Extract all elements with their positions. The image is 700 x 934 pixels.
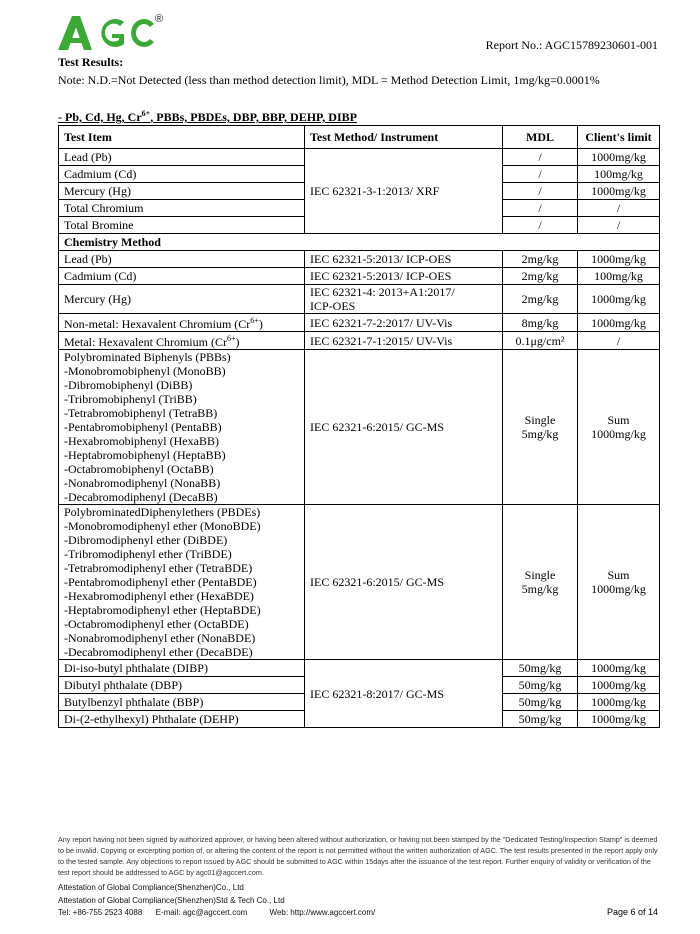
- mdl-cell: 0.1μg/cm²: [503, 332, 578, 350]
- mdl-cell: 8mg/kg: [503, 314, 578, 332]
- item-cell: Butylbenzyl phthalate (BBP): [59, 694, 305, 711]
- footer-company-1: Attestation of Global Compliance(Shenzhen)Co., Ltd: [58, 883, 244, 892]
- mdl-cell: 50mg/kg: [503, 694, 578, 711]
- limit-cell: 1000mg/kg: [578, 285, 660, 314]
- registered-mark: ®: [155, 13, 164, 25]
- header-test-method: Test Method/ Instrument: [305, 126, 503, 149]
- limit-cell: 1000mg/kg: [578, 149, 660, 166]
- limit-cell: /: [578, 332, 660, 350]
- table-header-row: [59, 126, 660, 149]
- mdl-cell: 2mg/kg: [503, 251, 578, 268]
- results-table: [58, 125, 660, 728]
- method-cell: IEC 62321-6:2015/ GC-MS: [305, 505, 503, 660]
- table-row: [59, 251, 660, 268]
- item-cell: Cadmium (Cd): [59, 268, 305, 285]
- test-results-label: Test Results:: [58, 55, 124, 69]
- page-number: Page 6 of 14: [606, 907, 658, 917]
- limit-cell: 100mg/kg: [578, 166, 660, 183]
- report-number: Report No.: AGC15789230601-001: [485, 38, 658, 52]
- mdl-cell: /: [503, 149, 578, 166]
- mdl-cell: /: [503, 217, 578, 234]
- table-row: [59, 314, 660, 332]
- agc-logo: [58, 12, 170, 52]
- header-mdl: MDL: [503, 126, 578, 149]
- limit-cell: 1000mg/kg: [578, 251, 660, 268]
- method-cell: IEC 62321-8:2017/ GC-MS: [305, 660, 503, 728]
- item-cell: Mercury (Hg): [59, 183, 305, 200]
- item-cell: Total Bromine: [59, 217, 305, 234]
- table-row: [59, 285, 660, 314]
- table-row: [59, 332, 660, 350]
- header-test-item: Test Item: [59, 126, 305, 149]
- mdl-cell: Single 5mg/kg: [503, 350, 578, 505]
- section-title: - Pb, Cd, Hg, $Cr^{6+}$, PBBs, PBDEs, DBP, BBP, DEHP, DIBP: [58, 109, 357, 124]
- mdl-cell: Single 5mg/kg: [503, 505, 578, 660]
- item-cell: Metal: Hexavalent Chromium $(Cr^{6+})$: [59, 332, 305, 350]
- item-cell: Cadmium (Cd): [59, 166, 305, 183]
- mdl-cell: /: [503, 166, 578, 183]
- limit-cell: 1000mg/kg: [578, 314, 660, 332]
- mdl-cell: 50mg/kg: [503, 660, 578, 677]
- item-cell: Mercury (Hg): [59, 285, 305, 314]
- method-cell: IEC 62321-5:2013/ ICP-OES: [305, 251, 503, 268]
- table-row: [59, 660, 660, 677]
- limit-cell: 1000mg/kg: [578, 711, 660, 728]
- footer-disclaimer: Any report having not been signed by authorized approver, or having been altered without authorization, or having not been stamped by the "Dedicated Testing/Inspection Stamp" is deemed to be invalid. Copying or excerpting portion of, or altering the content of the report is not permitted without the written authorization of AGC. The test results presented in the report apply only to the tested sample. Any objections to report issued by AGC should be submitted to AGC within 15days after the issuance of the test report. Further enquiry of validity or verification of the test report should be addressed to AGC by agc01@agccert.com.: [58, 835, 658, 877]
- limit-cell: 100mg/kg: [578, 268, 660, 285]
- method-cell: IEC 62321-7-2:2017/ UV-Vis: [305, 314, 503, 332]
- limit-cell: 1000mg/kg: [578, 694, 660, 711]
- limit-cell: 1000mg/kg: [578, 677, 660, 694]
- mdl-cell: /: [503, 200, 578, 217]
- item-cell: Lead (Pb): [59, 149, 305, 166]
- mdl-cell: 50mg/kg: [503, 677, 578, 694]
- chemistry-method-heading: Chemistry Method: [59, 234, 660, 251]
- limit-cell: Sum 1000mg/kg: [578, 350, 660, 505]
- table-row: [59, 149, 660, 166]
- method-cell: IEC 62321-6:2015/ GC-MS: [305, 350, 503, 505]
- method-cell: IEC 62321-4: 2013+A1:2017/ ICP-OES: [305, 285, 503, 314]
- pbde-item-cell: PolybrominatedDiphenylethers (PBDEs) -Monobromodiphenyl ether (MonoBDE) -Dibromodiphenyl ether (DiBDE) -Tribromodiphenyl ether (TriBDE) -Tetrabromodiphenyl ether (TetraBDE) -Pentabromodiphenyl ether (PentaBDE) -Hexabromodiphenyl ether (HexaBDE) -Heptabromodiphenyl ether (HeptaBDE) -Octabromodiphenyl ether (OctaBDE) -Nonabromodiphenyl ether (NonaBDE) -Decabromodiphenyl ether (DecaBDE): [59, 505, 305, 660]
- table-row: [59, 350, 660, 505]
- limit-cell: Sum 1000mg/kg: [578, 505, 660, 660]
- item-cell: Dibutyl phthalate (DBP): [59, 677, 305, 694]
- item-cell: Non-metal: Hexavalent Chromium $(Cr^{6+})$: [59, 314, 305, 332]
- mdl-cell: 2mg/kg: [503, 285, 578, 314]
- mdl-cell: 2mg/kg: [503, 268, 578, 285]
- item-cell: Di-iso-butyl phthalate (DIBP): [59, 660, 305, 677]
- pbb-item-cell: Polybrominated Biphenyls (PBBs) -Monobromobiphenyl (MonoBB) -Dibromobiphenyl (DiBB) -Tribromobiphenyl (TriBB) -Tetrabromobiphenyl (TetraBB) -Pentabromobiphenyl (PentaBB) -Hexabromobiphenyl (HexaBB) -Heptabromobiphenyl (HeptaBB) -Octabromobiphenyl (OctaBB) -Nonabromodiphenyl (NonaBB) -Decabromodiphenyl (DecaBB): [59, 350, 305, 505]
- limit-cell: /: [578, 200, 660, 217]
- mdl-cell: /: [503, 183, 578, 200]
- limit-cell: 1000mg/kg: [578, 183, 660, 200]
- mdl-cell: 50mg/kg: [503, 711, 578, 728]
- header-client-limit: Client's limit: [578, 126, 660, 149]
- item-cell: Total Chromium: [59, 200, 305, 217]
- limit-cell: /: [578, 217, 660, 234]
- method-cell: IEC 62321-3-1:2013/ XRF: [305, 149, 503, 234]
- chemistry-method-row: [59, 234, 660, 251]
- table-row: [59, 505, 660, 660]
- footer-contact: Tel: +86-755 2523 4088 E-mail: agc@agccert.com Web: http://www.agccert.com/: [58, 908, 376, 917]
- method-cell: IEC 62321-7-1:2015/ UV-Vis: [305, 332, 503, 350]
- method-cell: IEC 62321-5:2013/ ICP-OES: [305, 268, 503, 285]
- table-row: [59, 268, 660, 285]
- note-text: Note: N.D.=Not Detected (less than method detection limit), MDL = Method Detection Limit, 1mg/kg=0.0001%: [58, 73, 600, 87]
- item-cell: Lead (Pb): [59, 251, 305, 268]
- footer-company-2: Attestation of Global Compliance(Shenzhen)Std & Tech Co., Ltd: [58, 896, 285, 905]
- limit-cell: 1000mg/kg: [578, 660, 660, 677]
- item-cell: Di-(2-ethylhexyl) Phthalate (DEHP): [59, 711, 305, 728]
